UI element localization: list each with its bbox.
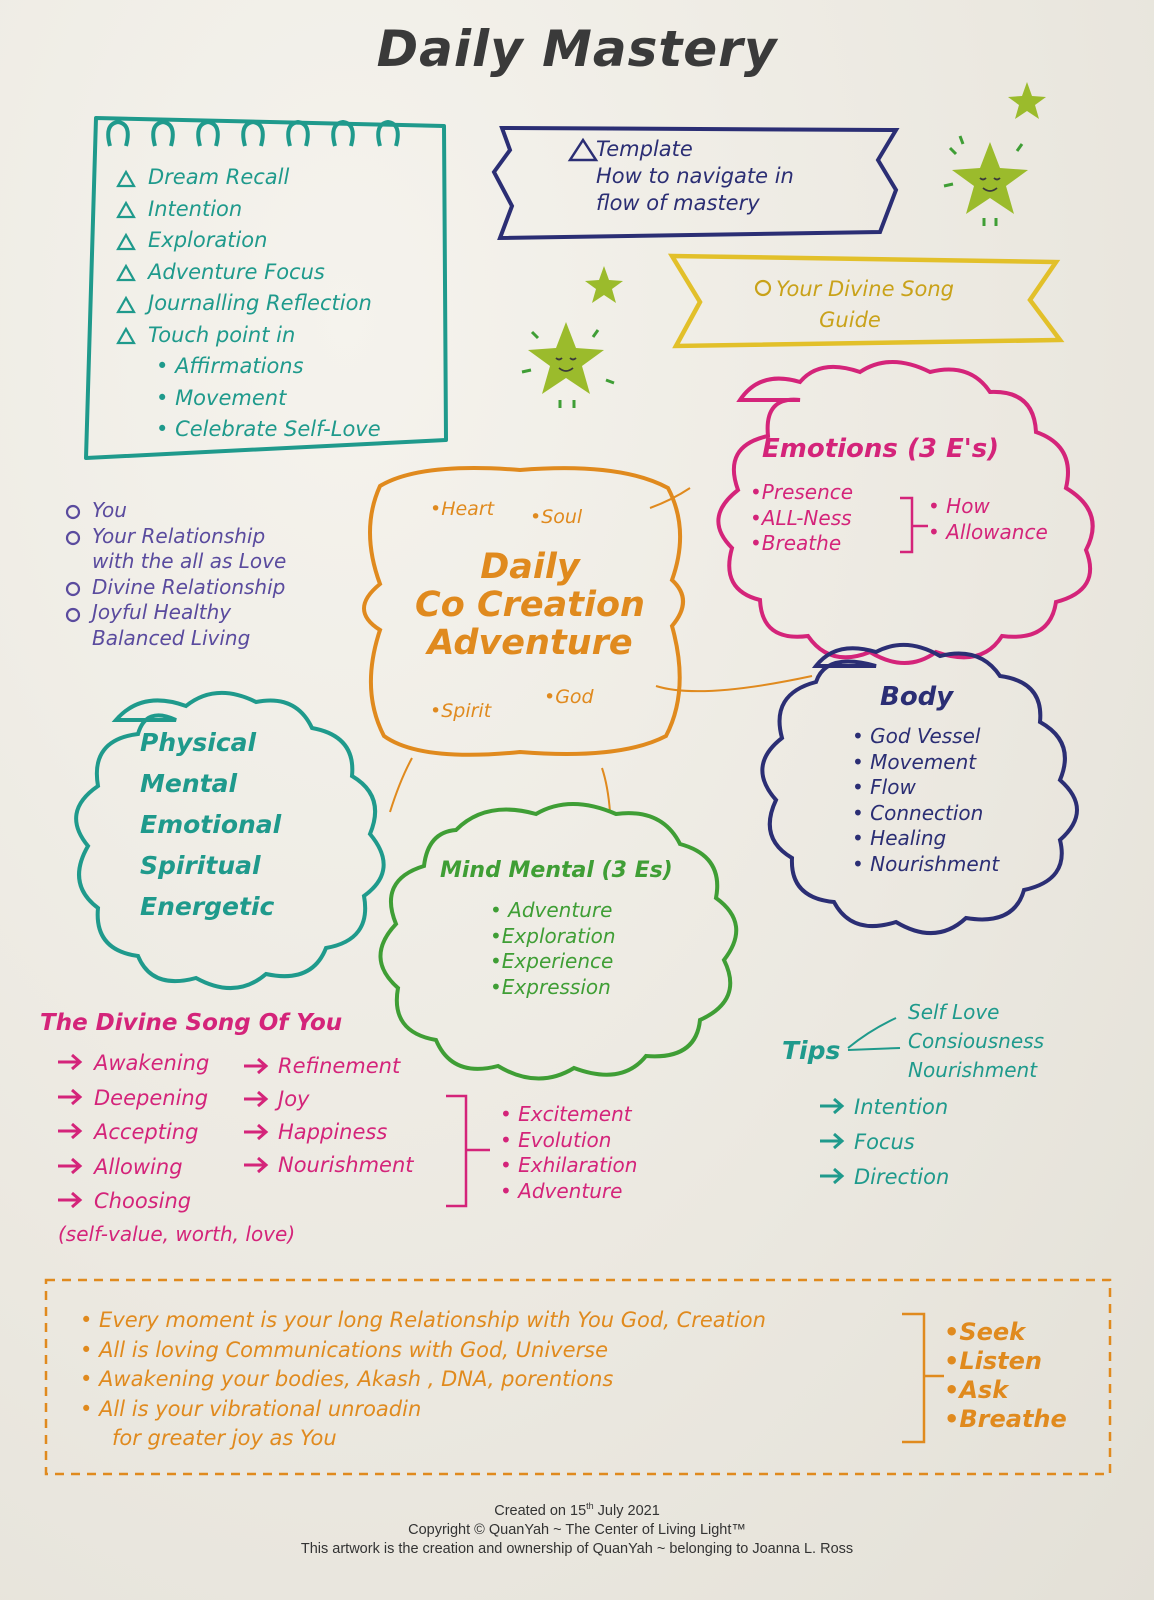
list-item: Adventure Focus	[148, 259, 325, 284]
list-item: with the all as Love	[92, 549, 287, 573]
aspects-list	[140, 722, 281, 927]
list-item: • Adventure	[500, 1178, 623, 1203]
divine-song-note: (self-value, worth, love)	[58, 1222, 296, 1246]
list-item: You	[92, 498, 127, 522]
list-item: •Ask	[944, 1376, 1009, 1404]
center-title-line: Co Creation	[415, 585, 645, 625]
list-item: Divine Relationship	[92, 574, 286, 599]
list-item: • Adventure	[490, 898, 613, 922]
guide-line: Guide	[819, 308, 881, 332]
credits-line	[0, 1497, 1154, 1521]
list-item: Touch point in	[148, 322, 296, 347]
list-item: for greater joy as You	[112, 1426, 337, 1450]
list-sub-item: • Affirmations	[156, 354, 304, 378]
list-item: •Breathe	[944, 1405, 1067, 1433]
tips-connectors	[848, 1018, 900, 1050]
center-word-spirit: •Spirit	[430, 700, 492, 722]
list-item: Direction	[854, 1165, 950, 1189]
credits-line: Copyright © QuanYah ~ The Center of Living Light™	[408, 1521, 746, 1538]
guide-line: Your Divine Song	[776, 277, 954, 301]
list-item: Dream Recall	[148, 165, 290, 189]
tips-list	[820, 1090, 949, 1195]
tips-label: Tips	[782, 1036, 841, 1065]
list-sub-item: • Celebrate Self-Love	[156, 417, 381, 441]
list-item: Exploration	[148, 228, 268, 252]
list-item: Balanced Living	[92, 625, 251, 650]
template-line: How to navigate in	[596, 164, 794, 188]
list-item: Joyful Healthy	[92, 600, 232, 624]
center-word-soul: •Soul	[530, 506, 583, 528]
list-item: Refinement	[278, 1054, 401, 1078]
list-item: • Excitement	[500, 1102, 632, 1126]
list-sub-item: • Movement	[156, 385, 287, 410]
list-item: Happiness	[278, 1120, 388, 1144]
sub-item-label: Movement	[175, 385, 287, 410]
list-item: • All is loving Communications with God, Universe	[80, 1337, 609, 1362]
mind-title: Mind Mental (3 Es)	[440, 858, 673, 883]
credits-date-pre: Created on 15	[494, 1502, 587, 1519]
divine-song-col2	[242, 1050, 414, 1182]
song-bracket	[446, 1096, 490, 1206]
list-item: Self Love	[908, 1000, 1000, 1024]
list-item: Intention	[148, 196, 243, 221]
body-title: Body	[880, 682, 954, 712]
list-item: Energetic	[140, 892, 275, 921]
center-word-god: •God	[544, 686, 594, 708]
credits-date-post: July 2021	[593, 1502, 660, 1519]
list-item: Choosing	[94, 1189, 192, 1213]
list-item: Intention	[854, 1095, 949, 1119]
list-item: •ALL-Ness	[750, 505, 852, 530]
list-item: Accepting	[94, 1120, 199, 1144]
center-title-line: Adventure	[427, 623, 633, 663]
list-item: Nourishment	[908, 1058, 1038, 1082]
center-word-heart: •Heart	[430, 498, 495, 520]
list-item: Focus	[854, 1130, 915, 1154]
credits-line: This artwork is the creation and ownership of QuanYah ~ belonging to Joanna L. Ross	[300, 1540, 854, 1557]
list-item: Your Relationship	[92, 523, 266, 548]
notepad-list	[118, 162, 381, 446]
divine-song-col1	[58, 1046, 209, 1219]
list-item: • Allowance	[928, 519, 1048, 544]
list-item: • Connection	[852, 800, 984, 825]
list-item: •Expression	[490, 974, 611, 999]
list-item: • Evolution	[500, 1127, 612, 1152]
footer-list	[80, 1306, 766, 1454]
list-item: •Presence	[750, 480, 854, 504]
list-item: • Exhilaration	[500, 1153, 638, 1177]
list-item: Journalling Reflection	[148, 291, 372, 315]
list-item: • Every moment is your long Relationship with You God, Creation	[80, 1308, 766, 1332]
list-item: • Movement	[852, 749, 977, 774]
divine-song-col3	[500, 1102, 637, 1204]
footer-right-list	[944, 1318, 1067, 1434]
list-item: Mental	[140, 769, 238, 798]
list-item: Nourishment	[278, 1153, 414, 1177]
emotions-title: Emotions (3 E's)	[762, 434, 1000, 464]
list-item: • Flow	[852, 775, 916, 799]
list-item: Emotional	[140, 810, 282, 839]
list-item: •Exploration	[490, 923, 616, 948]
emotions-list-secondary	[928, 494, 1048, 545]
list-item: • God Vessel	[852, 724, 981, 748]
list-item: Consiousness	[908, 1029, 1045, 1053]
divine-song-guide	[720, 274, 980, 336]
sub-item-label: Celebrate Self-Love	[175, 417, 381, 441]
credits-date-sup: th	[586, 1501, 594, 1511]
tips-branches	[908, 998, 1044, 1085]
list-item: •Experience	[490, 949, 614, 973]
list-item: •Listen	[944, 1347, 1042, 1375]
list-item: Physical	[140, 728, 257, 757]
emotions-bracket	[900, 498, 928, 552]
divine-song-title: The Divine Song Of You	[40, 1010, 343, 1036]
list-item: Joy	[278, 1087, 310, 1111]
list-item: • All is your vibrational unroadin	[80, 1396, 422, 1421]
center-title	[380, 548, 680, 662]
mind-list	[490, 898, 616, 1000]
template-line: flow of mastery	[596, 191, 760, 215]
template-note	[560, 136, 794, 217]
list-item: Allowing	[94, 1154, 183, 1179]
emotions-list	[750, 480, 853, 557]
list-item: •Breathe	[750, 531, 842, 555]
page-title: Daily Mastery	[376, 20, 778, 78]
list-item: Deepening	[94, 1085, 209, 1110]
list-item: Spiritual	[140, 851, 261, 880]
credits	[0, 1497, 1154, 1559]
body-list	[852, 724, 999, 877]
footer-bracket	[902, 1314, 944, 1442]
center-title-line: Daily	[480, 547, 580, 587]
list-item: • Healing	[852, 826, 947, 850]
list-item: Awakening	[94, 1051, 210, 1075]
template-line: Template	[596, 137, 693, 161]
list-item: • How	[928, 494, 990, 518]
list-item: •Seek	[944, 1318, 1026, 1346]
list-item: • Awakening your bodies, Akash , DNA, porentions	[80, 1367, 614, 1391]
sub-item-label: Affirmations	[175, 354, 304, 378]
list-item: • Nourishment	[852, 851, 1000, 876]
relationship-list	[64, 498, 286, 651]
